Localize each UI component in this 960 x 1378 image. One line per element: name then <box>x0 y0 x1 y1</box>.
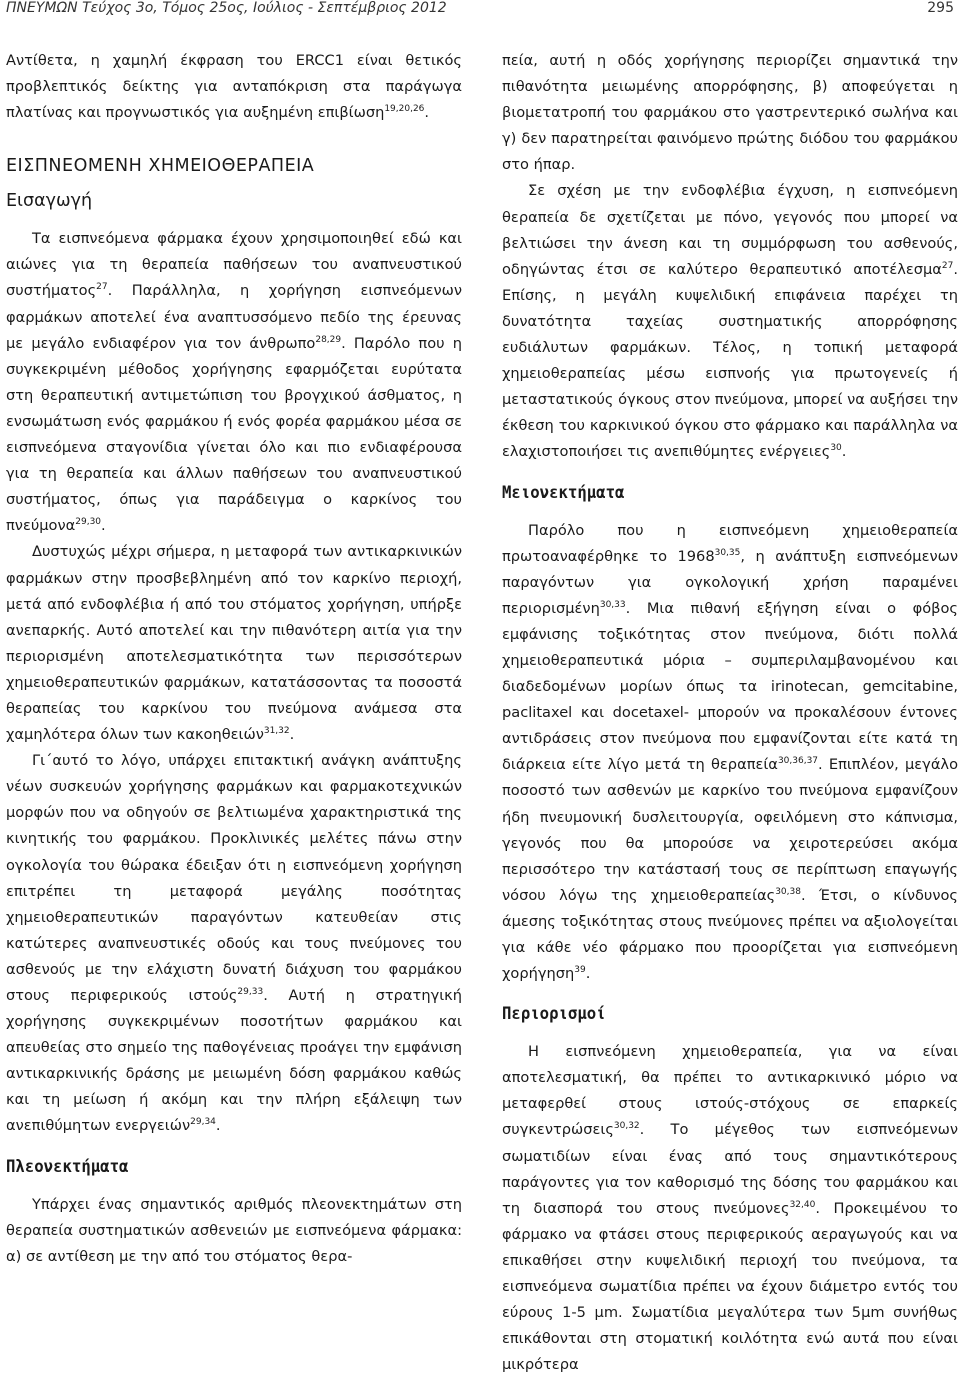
subsection-heading-disadvantages: Μειονεκτήματα <box>502 482 625 503</box>
subsection-heading-limitations: Περιορισμοί <box>502 1004 606 1025</box>
citation: 31,32 <box>263 726 290 737</box>
page-number: 295 <box>927 0 954 16</box>
paragraph: Δυστυχώς μέχρι σήμερα, η μεταφορά των αντικαρκινικών φαρμάκων στην προσβεβλημένη από τον καρκίνο περιοχή, μετά από ενδοφλέβια ή από του στόματος χορήγηση, υπήρξε ανεπαρκής. Αυτό αποτελεί και την πιθανότερη αιτία για την περιορισμένη αποτελεσματικότητα των περισσότερων χημειοθεραπευτικών φαρμάκων, κατατάσσοντας τα ποσοστά θεραπείας του καρκίνου του πνεύμονα ανάμεσα στα χαμηλότερα όλων των κακοηθειών$^{31,32}$. <box>6 543 462 744</box>
paragraph: Γι΄αυτό το λόγο, υπάρχει επιτακτική ανάγκη ανάπτυξης νέων συσκευών χορήγησης φαρμάκων και φαρμακοτεχνικών μορφών που να οδηγούν σε βελτιωμένα χαρακτηριστικά της κινητικής του φαρμάκου. Προκλινικές μελέτες πάνω στην ογκολογία του θώρακα έδειξαν ότι η εισπνεόμενη χορήγηση επιτρέπει τη μεταφορά μεγάλης ποσότητας χημειοθεραπευτικών παραγόντων κατευθείαν στις κατώτερες αναπνευστικές οδούς και τους πνεύμονες του ασθενούς με την ελάχιστη δυνατή διάχυση του φαρμάκου στους περιφερικούς ιστούς$^{29,33}$. Αυτή η στρατηγική χορήγησης συγκεκριμένων ποσοτήτων φαρμάκου και απευθείας στο σημείο της παθογένειας προάγει την εμφάνιση αντικαρκινικής δράσης με μειωμένη δόση φαρμάκου καθώς και τη μείωση ή ακόμη και την πλήρη εξάλειψη των ανεπιθύμητων ενεργειών$^{29,34}$. <box>6 752 463 1135</box>
citation: 30,32 <box>613 1121 640 1132</box>
citation: 30,38 <box>775 886 801 897</box>
paragraph: Η εισπνεόμενη χημειοθεραπεία, για να είναι αποτελεσματική, θα πρέπει το αντικαρκινικό μόριο να μεταφερθεί στους ιστούς-στόχους σε επαρκείς συγκεντρώσεις$^{30,32}$. Το μέγεθος των εισπνεόμενων σωματιδίων είναι ένας από τους σημαντικότερους παράγοντες για τον καθορισμό της δόσης του φαρμάκου και τη διασπορά του στους πνεύμονες$^{32,40}$. Προκειμένου το φάρμακο να φτάσει στους περιφερικούς αεραγωγούς και να επικαθήσει στην κυψελιδική περιοχή του πνεύμονα, τα εισπνεόμενα σωματίδια πρέπει να έχουν διάμετρο εντός του εύρους 1-5 μm. Σωματίδια μεγαλύτερα των 5μm συνήθως επικάθονται στη στοματική κοιλότητα ενώ αυτά που είναι μικρότερα <box>502 1043 958 1374</box>
paragraph: Αντίθετα, η χαμηλή έκφραση του ERCC1 είναι θετικός προβλεπτικός δείκτης για ανταπόκριση στα παράγωγα πλατίνας και προγνωστικός για αυξημένη επιβίωση$^{19,20,26}$. <box>6 52 462 122</box>
citation: 28,29 <box>315 334 342 345</box>
paragraph: πεία, αυτή η οδός χορήγησης περιορίζει σημαντικά την πιθανότητα μειωμένης απορρόφησης, β) αποφεύγεται η βιομετατροπή του φαρμάκου στο γαστρεντερικό σωλήνα και γ) δεν παρατηρείται φαινόμενο πρώτης διόδου του φαρμάκου στο ήπαρ. <box>502 52 958 174</box>
right-column <box>502 48 958 1378</box>
subsection-heading-intro: Εισαγωγή <box>6 191 93 212</box>
subsection-heading-advantages: Πλεονεκτήματα <box>6 1156 129 1177</box>
citation: 29,33 <box>237 987 264 997</box>
left-column <box>6 48 462 1270</box>
citation: 19,20,26 <box>384 104 425 115</box>
running-head <box>6 0 954 22</box>
paragraph: Σε σχέση με την ενδοφλέβια έγχυση, η εισπνεόμενη θεραπεία δε σχετίζεται με πόνο, γεγονός που μπορεί να βελτιώσει την άνεση και τη συμμόρφωση του ασθενούς, οδηγώντας έτσι σε καλύτερο θεραπευτικό αποτέλεσμα$^{27}$. Επίσης, η μεγάλη κυψελιδική επιφάνεια παρέχει τη δυνατότητα ταχείας συστηματικής απορρόφησης ευδιάλυτων φαρμάκων. Τέλος, η τοπική μεταφορά χημειοθεραπείας μέσω εισπνοής για πρωτογενείς ή μεταστατικούς όγκους στον πνεύμονα, μπορεί να αυξήσει την έκθεση του καρκινικού όγκου στο φάρμακο και παράλληλα να ελαχιστοποιήσει τις ανεπιθύμητες ενέργειες$^{30}$. <box>502 182 958 461</box>
citation: 30,35 <box>714 547 741 558</box>
paragraph: Τα εισπνεόμενα φάρμακα έχουν χρησιμοποιηθεί εδώ και αιώνες για τη θεραπεία παθήσεων του αναπνευστικού συστήματος$^{27}$. Παράλληλα, η χορήγηση εισπνεόμενων φαρμάκων αποτελεί ένα αναπτυσσόμενο πεδίο της έρευνας με μεγάλο ενδιαφέρον για τον άνθρωπο$^{28,29}$. Παρόλο που η συγκεκριμένη μέθοδος χορήγησης εφαρμόζεται ευρύτατα στη θεραπευτική αντιμετώπιση του βρογχικού άσθματος, η ενσωμάτωση ενός φαρμάκου ή ενός φορέα φαρμάκου μέσα σε εισπνεόμενα σταγονίδια γίνεται όλο και πιο ενδιαφέρουσα για τη θεραπεία και άλλων παθήσεων του αναπνευστικού συστήματος, όπως για παράδειγμα ο καρκίνος του πνεύμονα$^{29,30}$. <box>6 230 462 535</box>
paragraph: Υπάρχει ένας σημαντικός αριθμός πλεονεκτημάτων στη θεραπεία συστηματικών ασθενειών με εισπνεόμενα φάρμακα: α) σε αντίθεση με την από του στόματος θερα- <box>6 1195 462 1265</box>
section-heading: ΕΙΣΠΝΕΟΜΕΝΗ ΧΗΜΕΙΟΘΕΡΑΠΕΙΑ <box>6 156 315 177</box>
citation: 30 <box>830 443 842 454</box>
paragraph: Παρόλο που η εισπνεόμενη χημειοθεραπεία πρωτοαναφέρθηκε το 1968$^{30,35}$, η ανάπτυξη εισπνεόμενων παραγόντων για ογκολογική χρήση παραμένει περιορισμένη$^{30,33}$. Μια πιθανή εξήγηση είναι ο φόβος εμφάνισης τοξικότητας στον πνεύμονα, διότι πολλά χημειοθεραπευτικά μόρια – συμπεριλαμβανομένου και διαδεδομένων μορίων όπως τα irinotecan, gemcitabine, paclitaxel και docetaxel- μπορούν να προκαλέσουν έντονες αντιδράσεις στον πνεύμονα που εμφανίζονται είτε κατά τη διάρκεια είτε λίγο μετά τη θεραπεία$^{30,36,37}$. Επιπλέον, μεγάλο ποσοστό των ασθενών με καρκίνο του πνεύμονα εμφανίζουν ήδη πνευμονική δυσλειτουργία, οφειλόμενη στο κάπνισμα, γεγονός που θα μπορούσε να χειροτερεύσει ακόμα περισσότερο την κατάστασή τους σε περίπτωση επαγωγής νόσου λόγω της χημειοθεραπείας$^{30,38}$. Έτσι, ο κίνδυνος άμεσης τοξικότητας στους πνεύμονες πρέπει να αξιολογείται για κάθε νέο φάρμακο που προορίζεται για εισπνεόμενη χορήγηση$^{39}$. <box>502 521 959 983</box>
citation: 27 <box>96 282 108 293</box>
citation: 29,30 <box>75 517 102 528</box>
journal-title: ΠΝΕΥΜΩΝ Τεύχος 3ο, Τόμος 25ος, Ιούλιος - Σεπτέμβριος 2012 <box>6 0 447 16</box>
citation: 29,34 <box>190 1117 216 1128</box>
citation: 32,40 <box>789 1199 816 1210</box>
citation: 30,33 <box>599 599 626 610</box>
citation: 27 <box>941 260 954 271</box>
citation: 30,36,37 <box>777 756 819 767</box>
citation: 39 <box>574 965 586 976</box>
